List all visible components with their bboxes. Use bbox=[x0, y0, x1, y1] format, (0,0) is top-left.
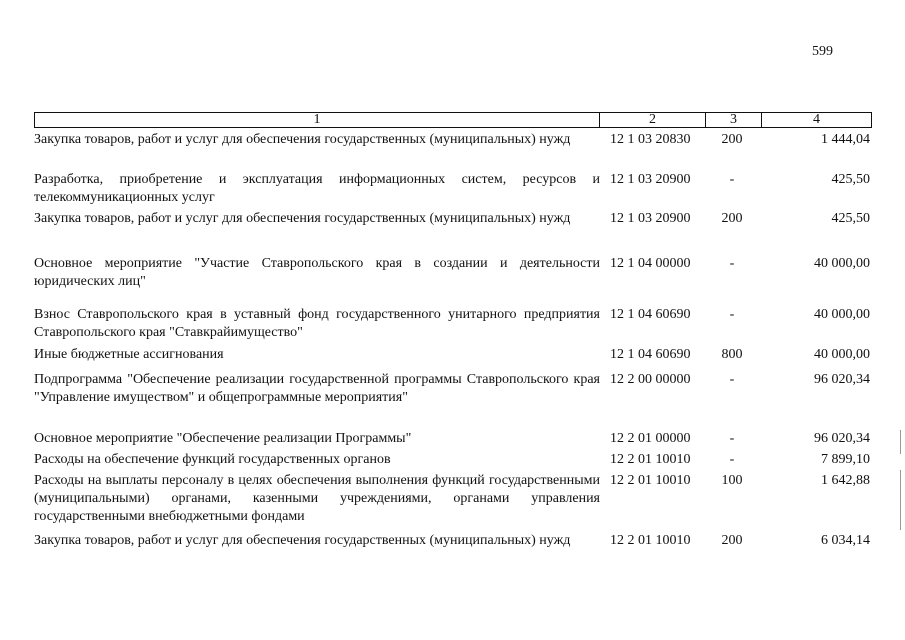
row-code: 12 1 04 60690 bbox=[610, 307, 691, 322]
header-col-1: 1 bbox=[313, 112, 321, 127]
row-code: 12 2 01 10010 bbox=[610, 473, 691, 488]
header-col-3: 3 bbox=[705, 113, 761, 127]
scan-edge-mark bbox=[900, 430, 901, 454]
page-number: 599 bbox=[812, 44, 833, 59]
row-description: Расходы на выплаты персоналу в целях обеспечения выполнения функций государственными (муниципальными) органами, казенными учреждениями, органами управления государственными внебюджетными фондами bbox=[34, 473, 600, 524]
row-type: 200 bbox=[721, 211, 743, 226]
row-description: Закупка товаров, работ и услуг для обеспечения государственных (муниципальных) нужд bbox=[34, 211, 571, 226]
row-type: - bbox=[729, 431, 735, 446]
row-description: Основное мероприятие "Участие Ставропольского края в создании и деятельности юридических лиц" bbox=[34, 256, 600, 289]
row-amount: 96 020,34 bbox=[814, 372, 870, 387]
row-description: Расходы на обеспечение функций государственных органов bbox=[34, 452, 391, 467]
row-description: Взнос Ставропольского края в уставный фонд государственного унитарного предприятия Ставропольского края "Ставкрайимущество" bbox=[34, 307, 600, 340]
header-col-4: 4 bbox=[761, 113, 871, 127]
row-code: 12 2 01 00000 bbox=[610, 431, 691, 446]
row-type: 200 bbox=[721, 132, 743, 147]
header-col-2: 2 bbox=[599, 113, 705, 127]
row-type: - bbox=[729, 372, 735, 387]
row-amount: 425,50 bbox=[831, 172, 870, 187]
row-description: Разработка, приобретение и эксплуатация информационных систем, ресурсов и телекоммуникационных услуг bbox=[34, 172, 600, 205]
row-amount: 425,50 bbox=[831, 211, 870, 226]
row-amount: 40 000,00 bbox=[814, 307, 870, 322]
row-type: 100 bbox=[721, 473, 743, 488]
row-code: 12 1 04 00000 bbox=[610, 256, 691, 271]
row-type: - bbox=[729, 452, 735, 467]
row-code: 12 1 03 20900 bbox=[610, 211, 691, 226]
row-type: - bbox=[729, 172, 735, 187]
row-type: 800 bbox=[721, 347, 743, 362]
row-code: 12 2 01 10010 bbox=[610, 533, 691, 548]
scan-edge-mark bbox=[900, 470, 901, 530]
row-code: 12 1 03 20900 bbox=[610, 172, 691, 187]
row-amount: 7 899,10 bbox=[821, 452, 870, 467]
row-amount: 1 642,88 bbox=[821, 473, 870, 488]
row-description: Основное мероприятие "Обеспечение реализации Программы" bbox=[34, 431, 412, 446]
row-description: Иные бюджетные ассигнования bbox=[34, 347, 224, 362]
row-description: Подпрограмма "Обеспечение реализации государственной программы Ставропольского края "Управление имуществом" и общепрограммные мероприятия" bbox=[34, 372, 600, 405]
row-description: Закупка товаров, работ и услуг для обеспечения государственных (муниципальных) нужд bbox=[34, 132, 571, 147]
row-amount: 40 000,00 bbox=[814, 256, 870, 271]
row-description: Закупка товаров, работ и услуг для обеспечения государственных (муниципальных) нужд bbox=[34, 533, 571, 548]
row-type: - bbox=[729, 307, 735, 322]
row-code: 12 1 04 60690 bbox=[610, 347, 691, 362]
row-code: 12 2 00 00000 bbox=[610, 372, 691, 387]
row-amount: 40 000,00 bbox=[814, 347, 870, 362]
row-code: 12 2 01 10010 bbox=[610, 452, 691, 467]
row-code: 12 1 03 20830 bbox=[610, 132, 691, 147]
row-amount: 1 444,04 bbox=[821, 132, 870, 147]
row-type: - bbox=[729, 256, 735, 271]
row-type: 200 bbox=[721, 533, 743, 548]
row-amount: 96 020,34 bbox=[814, 431, 870, 446]
table-header bbox=[34, 112, 872, 128]
row-amount: 6 034,14 bbox=[821, 533, 870, 548]
